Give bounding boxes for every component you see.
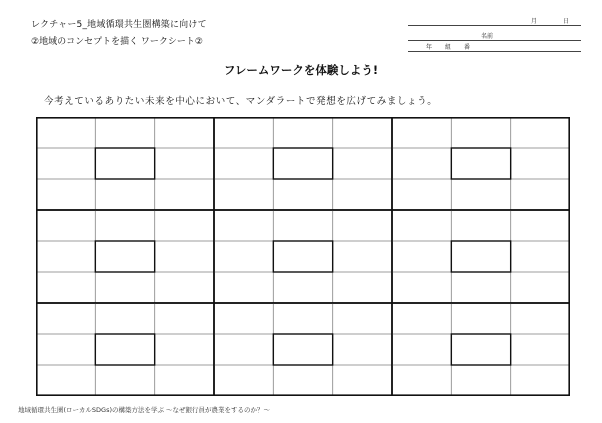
idea-cell[interactable] — [333, 148, 392, 179]
idea-cell[interactable] — [511, 148, 570, 179]
page-title: フレームワークを体験しよう! — [223, 63, 379, 77]
theme-box[interactable] — [273, 148, 332, 179]
idea-cell[interactable] — [451, 365, 510, 396]
idea-cell[interactable] — [36, 334, 95, 365]
number-label: 番 — [464, 44, 471, 51]
idea-cell[interactable] — [273, 303, 332, 334]
idea-cell[interactable] — [273, 117, 332, 148]
idea-cell[interactable] — [95, 272, 154, 303]
idea-cell[interactable] — [155, 148, 214, 179]
idea-cell[interactable] — [392, 179, 451, 210]
idea-cell[interactable] — [451, 303, 510, 334]
idea-cell[interactable] — [333, 117, 392, 148]
idea-cell[interactable] — [511, 117, 570, 148]
name-line — [408, 40, 581, 41]
idea-cell[interactable] — [36, 241, 95, 272]
idea-cell[interactable] — [273, 272, 332, 303]
idea-cell[interactable] — [155, 365, 214, 396]
idea-cell[interactable] — [392, 117, 451, 148]
theme-box[interactable] — [451, 241, 510, 272]
idea-cell[interactable] — [333, 303, 392, 334]
idea-cell[interactable] — [155, 241, 214, 272]
idea-cell[interactable] — [511, 241, 570, 272]
idea-cell[interactable] — [36, 303, 95, 334]
idea-cell[interactable] — [36, 148, 95, 179]
mandala-block — [214, 117, 392, 210]
idea-cell[interactable] — [36, 117, 95, 148]
theme-box[interactable] — [451, 148, 510, 179]
mandala-chart — [36, 117, 570, 396]
mandala-block — [392, 210, 570, 303]
idea-cell[interactable] — [451, 272, 510, 303]
mandala-block — [36, 117, 214, 210]
idea-cell[interactable] — [214, 365, 273, 396]
idea-cell[interactable] — [155, 272, 214, 303]
idea-cell[interactable] — [333, 365, 392, 396]
idea-cell[interactable] — [214, 303, 273, 334]
idea-cell[interactable] — [36, 210, 95, 241]
day-label: 日 — [563, 18, 570, 25]
idea-cell[interactable] — [392, 365, 451, 396]
idea-cell[interactable] — [273, 210, 332, 241]
class-label: 組 — [445, 44, 452, 51]
idea-cell[interactable] — [95, 179, 154, 210]
idea-cell[interactable] — [392, 334, 451, 365]
mandala-block — [36, 303, 214, 396]
footer-text: 地域循環共生圏(ローカルSDGs)の構築方法を学ぶ ～なぜ銀行員が農業をするのか？～ — [18, 406, 271, 414]
theme-box[interactable] — [95, 334, 154, 365]
idea-cell[interactable] — [511, 179, 570, 210]
idea-cell[interactable] — [95, 303, 154, 334]
theme-box[interactable] — [273, 241, 332, 272]
idea-cell[interactable] — [95, 210, 154, 241]
idea-cell[interactable] — [214, 210, 273, 241]
lecture-title: レクチャー5_地域循環共生圏構築に向けて — [31, 20, 207, 30]
date-line — [408, 25, 581, 26]
name-label: 名前 — [481, 33, 494, 40]
idea-cell[interactable] — [214, 179, 273, 210]
idea-cell[interactable] — [95, 365, 154, 396]
grid-outline — [37, 118, 569, 395]
idea-cell[interactable] — [333, 241, 392, 272]
center-cell[interactable] — [273, 334, 332, 365]
idea-cell[interactable] — [392, 303, 451, 334]
idea-cell[interactable] — [392, 148, 451, 179]
idea-cell[interactable] — [451, 117, 510, 148]
idea-cell[interactable] — [155, 179, 214, 210]
theme-box[interactable] — [95, 148, 154, 179]
mandala-block — [214, 303, 392, 396]
theme-box[interactable] — [95, 241, 154, 272]
idea-cell[interactable] — [155, 303, 214, 334]
idea-cell[interactable] — [214, 117, 273, 148]
idea-cell[interactable] — [273, 179, 332, 210]
center-cell[interactable] — [95, 148, 154, 179]
idea-cell[interactable] — [36, 179, 95, 210]
center-cell[interactable] — [451, 241, 510, 272]
center-cell[interactable] — [273, 241, 332, 272]
idea-cell[interactable] — [392, 241, 451, 272]
idea-cell[interactable] — [214, 148, 273, 179]
idea-cell[interactable] — [392, 272, 451, 303]
idea-cell[interactable] — [333, 179, 392, 210]
idea-cell[interactable] — [155, 117, 214, 148]
instruction-text: 今考えているありたい未来を中心において、マンダラートで発想を広げてみましょう。 — [44, 96, 438, 107]
idea-cell[interactable] — [36, 365, 95, 396]
center-cell[interactable] — [95, 241, 154, 272]
year-label: 年 — [426, 44, 433, 51]
idea-cell[interactable] — [333, 272, 392, 303]
theme-box[interactable] — [451, 334, 510, 365]
month-label: 月 — [531, 18, 538, 25]
idea-cell[interactable] — [36, 272, 95, 303]
idea-cell[interactable] — [273, 365, 332, 396]
idea-cell[interactable] — [451, 210, 510, 241]
center-cell[interactable] — [273, 148, 332, 179]
theme-box[interactable] — [273, 334, 332, 365]
idea-cell[interactable] — [214, 334, 273, 365]
idea-cell[interactable] — [511, 365, 570, 396]
idea-cell[interactable] — [214, 241, 273, 272]
center-cell[interactable] — [451, 334, 510, 365]
class-line — [408, 51, 581, 52]
idea-cell[interactable] — [333, 334, 392, 365]
idea-cell[interactable] — [511, 210, 570, 241]
idea-cell[interactable] — [155, 210, 214, 241]
idea-cell[interactable] — [214, 272, 273, 303]
idea-cell[interactable] — [333, 210, 392, 241]
idea-cell[interactable] — [155, 334, 214, 365]
mandala-block — [36, 210, 214, 303]
mandala-block — [392, 303, 570, 396]
mandala-block — [214, 210, 392, 303]
center-cell[interactable] — [95, 334, 154, 365]
idea-cell[interactable] — [392, 210, 451, 241]
idea-cell[interactable] — [451, 179, 510, 210]
center-cell[interactable] — [451, 148, 510, 179]
mandala-grid — [36, 117, 570, 396]
mandala-block — [392, 117, 570, 210]
worksheet-subtitle: ②地域のコンセプトを描く ワークシート② — [31, 37, 203, 47]
idea-cell[interactable] — [95, 117, 154, 148]
idea-cell[interactable] — [511, 303, 570, 334]
idea-cell[interactable] — [511, 272, 570, 303]
idea-cell[interactable] — [511, 334, 570, 365]
